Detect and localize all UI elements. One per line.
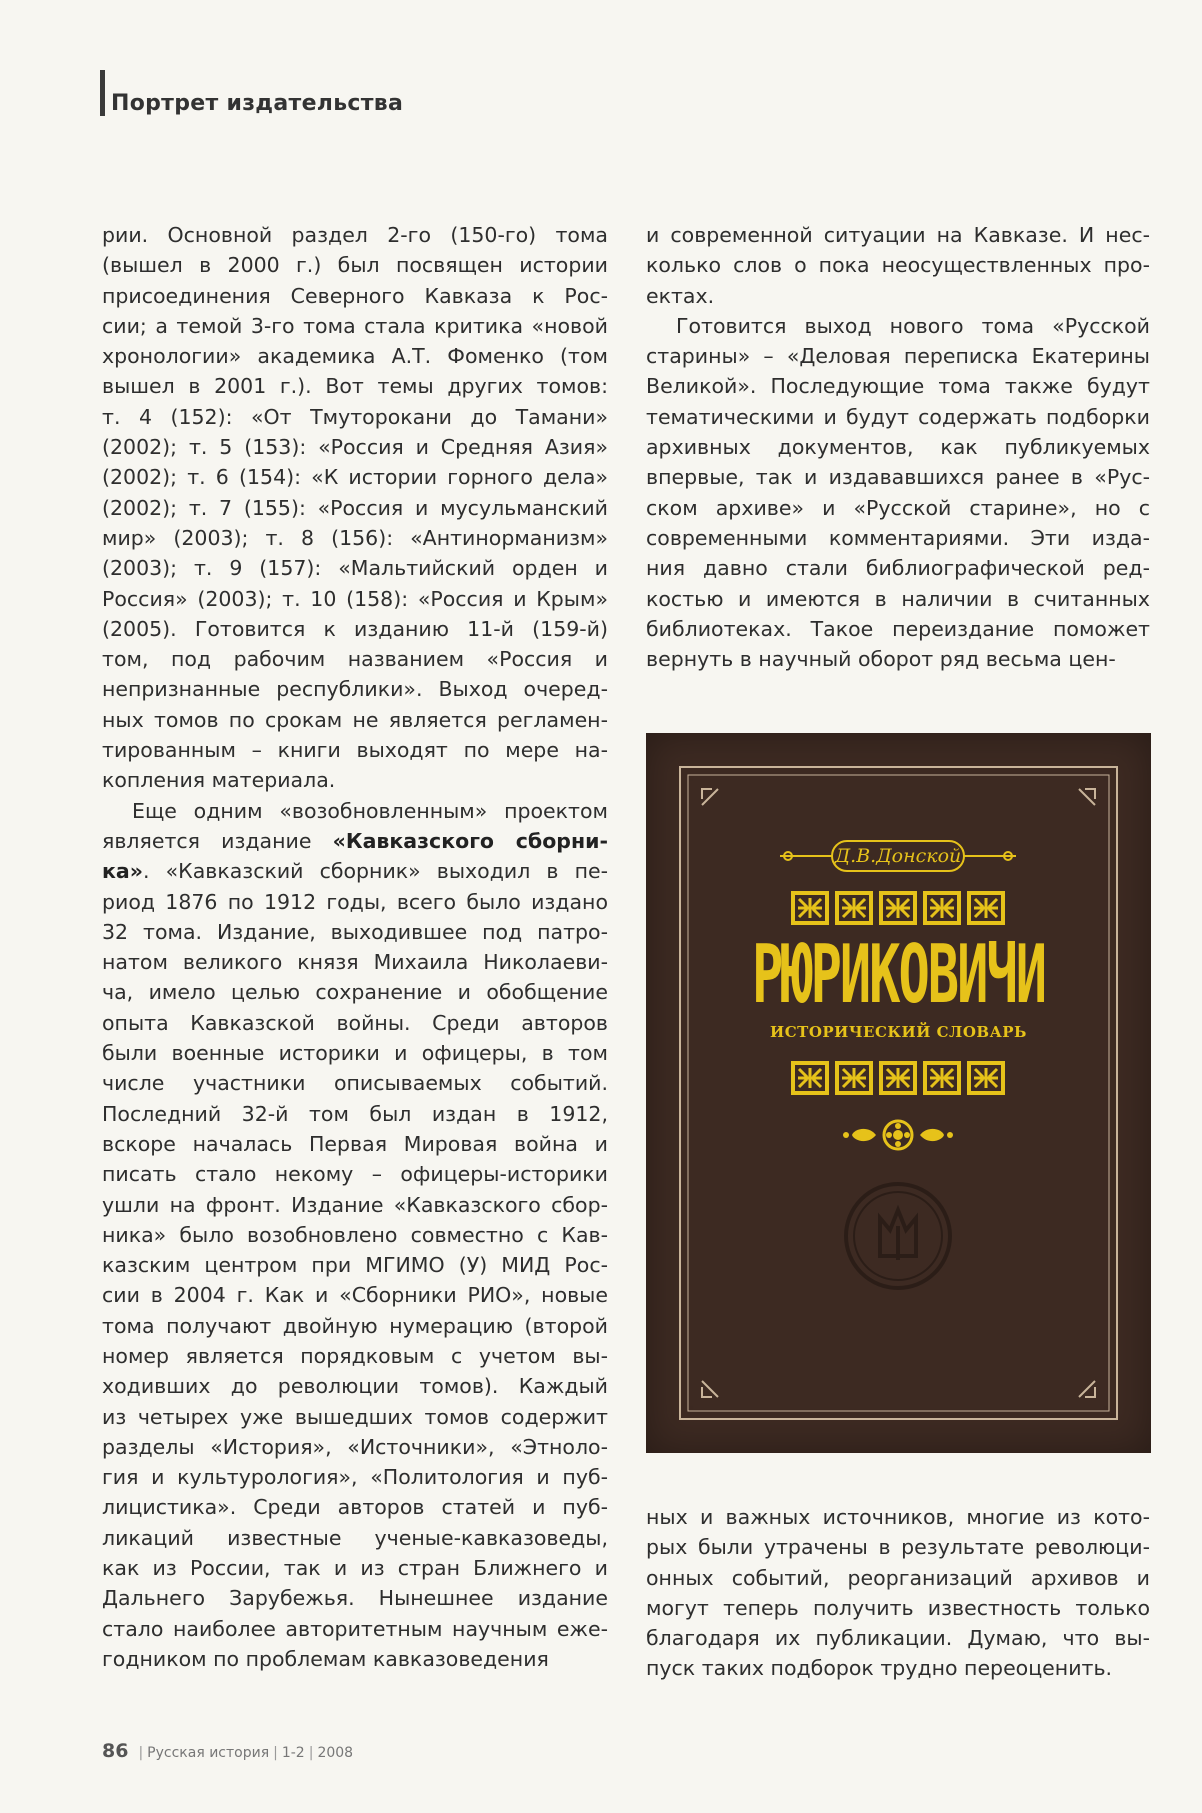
text-line: благодаря их публикации. Думаю, что вы- (646, 1626, 1150, 1651)
text-line: (вышел в 2000 г.) был посвящен истории (102, 253, 608, 278)
text-line: костью и имеются в наличии в считанных (646, 586, 1150, 611)
page-footer (102, 1740, 353, 1762)
text-line: вернуть в научный оборот ряд весьма цен- (646, 647, 1116, 672)
text-line: ника» было возобновлено совместно с Кав- (102, 1222, 608, 1247)
text-line: (2005). Готовится к изданию 11-й (159-й) (102, 616, 608, 641)
text-line: из четырех уже вышедших томов содержит (102, 1404, 608, 1429)
text-line: архивных документов, как публикуемых (646, 435, 1150, 460)
text-line: Россия» (2003); т. 10 (158): «Россия и Крым» (102, 586, 608, 611)
text-line: колько слов о пока неосуществленных про- (646, 253, 1150, 278)
text-line: (2003); т. 9 (157): «Мальтийский орден и (102, 556, 608, 581)
text-line: Великой». Последующие тома также будут (646, 374, 1150, 399)
text-line: как из России, так и из стран Ближнего и (102, 1556, 608, 1581)
ornament-tile (923, 1061, 961, 1095)
footer-separator: | (273, 1745, 278, 1761)
text-line: могут теперь получить известность только (646, 1595, 1150, 1620)
text-line: натом великого князя Михаила Николаеви- (102, 950, 608, 975)
book-author: Д.В.Донской (834, 845, 962, 867)
paragraph (646, 311, 1150, 675)
text-line: является издание «Кавказского сборни- (102, 828, 608, 853)
text-line: старины» – «Деловая переписка Екатерины (646, 344, 1150, 369)
text-line: том, под рабочим названием «Россия и (102, 647, 608, 672)
page-number: 86 (102, 1740, 129, 1762)
trident-emblem-icon (846, 1184, 950, 1288)
text-line: онных событий, реорганизаций архивов и (646, 1565, 1150, 1590)
text-line: стало наиболее авторитетным научным еже- (102, 1616, 608, 1641)
text-line: гия и культурология», «Политология и пуб- (102, 1465, 608, 1490)
ornament-row-top (791, 891, 1005, 925)
journal-name: Русская история (147, 1745, 270, 1761)
text-line: были военные историки и офицеры, в том (102, 1041, 608, 1066)
text-line: Готовится выход нового тома «Русской (676, 313, 1150, 338)
paragraph (102, 796, 608, 1675)
book-title: РЮРИКОВИЧИ (751, 929, 1046, 1022)
text-line: впервые, так и издававшихся ранее в «Рус- (646, 465, 1150, 490)
ornament-tile (791, 891, 829, 925)
text-line: казским центром при МГИМО (У) МИД Рос- (102, 1253, 608, 1278)
book-cover-image (646, 733, 1151, 1453)
text-line: тома получают двойную нумерацию (второй (102, 1313, 608, 1338)
text-line: (2002); т. 7 (155): «Россия и мусульманский (102, 495, 608, 520)
ornament-tile (791, 1061, 829, 1095)
text-line: 32 тома. Издание, выходившее под патро- (102, 919, 608, 944)
text-line: ходивших до революции томов). Каждый (102, 1374, 608, 1399)
section-title: Портрет издательства (111, 91, 404, 116)
section-header (100, 70, 403, 116)
text-line: рых были утрачены в результате революци- (646, 1535, 1150, 1560)
paragraph (646, 1502, 1150, 1684)
text-line: непризнанные республики». Выход очеред- (102, 677, 608, 702)
ornament-tile (879, 891, 917, 925)
ornament-tile (835, 1061, 873, 1095)
paragraph (646, 220, 1150, 311)
text-line: вскоре началась Первая Мировая война и (102, 1131, 608, 1156)
footer-separator: | (138, 1745, 144, 1761)
text-line: годником по проблемам кавказоведения (102, 1646, 549, 1671)
ornament-tile (879, 1061, 917, 1095)
text-line: и современной ситуации на Кавказе. И нес- (646, 223, 1150, 247)
text-line: ка». «Кавказский сборник» выходил в пе- (102, 859, 608, 884)
text-line: ектах. (646, 283, 715, 308)
rosette-icon (843, 1121, 953, 1149)
text-line: вышел в 2001 г.). Вот темы других томов: (102, 374, 608, 399)
ornament-tile (923, 891, 961, 925)
text-line: т. 4 (152): «От Тмуторокани до Тамани» (102, 404, 608, 429)
footer-separator: | (308, 1745, 314, 1761)
ornament-tile (835, 891, 873, 925)
journal-year: 2008 (317, 1745, 354, 1761)
paragraph (102, 220, 608, 796)
text-line: рии. Основной раздел 2-го (150-го) тома (102, 223, 608, 247)
text-line: копления материала. (102, 768, 336, 793)
text-line: ликаций известные ученые-кавказоведы, (102, 1525, 608, 1550)
text-line: ском архиве» и «Русской старине», но с (646, 495, 1150, 520)
text-line: сии в 2004 г. Как и «Сборники РИО», новые (102, 1283, 608, 1308)
text-line: присоединения Северного Кавказа к Рос- (102, 283, 608, 308)
text-line: ных томов по срокам не является регламен- (102, 707, 608, 732)
text-line: библиотеках. Такое переиздание поможет (646, 616, 1150, 641)
ornament-row-bottom (791, 1061, 1005, 1095)
right-column-top (646, 220, 1150, 674)
book-subtitle: ИСТОРИЧЕСКИЙ СЛОВАРЬ (770, 1023, 1027, 1041)
text-line: опыта Кавказской войны. Среди авторов (102, 1010, 608, 1035)
header-bar (100, 70, 105, 116)
text-line: Еще одним «возобновленным» проектом (132, 798, 608, 823)
journal-issue: 1-2 (281, 1745, 305, 1761)
right-column-bottom (646, 1502, 1150, 1684)
text-line: тированным – книги выходят по мере на- (102, 738, 608, 763)
left-column (102, 220, 608, 1674)
text-line: номер является порядковым с учетом вы- (102, 1343, 608, 1368)
text-line: писать стало некому – офицеры-историки (102, 1162, 608, 1187)
text-line: ния давно стали библиографической ред- (646, 556, 1150, 581)
ornament-tile (967, 1061, 1005, 1095)
text-line: Последний 32-й том был издан в 1912, (102, 1101, 608, 1126)
text-line: сии; а темой 3-го тома стала критика «новой (102, 313, 608, 338)
text-line: пуск таких подборок трудно переоценить. (646, 1656, 1113, 1681)
text-line: современными комментариями. Эти изда- (646, 525, 1150, 550)
text-line: тематическими и будут содержать подборки (646, 404, 1150, 429)
text-line: Дальнего Зарубежья. Нынешнее издание (102, 1586, 608, 1611)
text-line: мир» (2003); т. 8 (156): «Антинорманизм» (102, 525, 608, 550)
text-line: лицистика». Среди авторов статей и пуб- (102, 1495, 608, 1520)
text-line: ча, имело целью сохранение и обобщение (102, 980, 608, 1005)
text-line: хронологии» академика А.Т. Фоменко (том (102, 344, 608, 369)
text-line: разделы «История», «Источники», «Этноло- (102, 1434, 608, 1459)
text-line: ушли на фронт. Издание «Кавказского сбор- (102, 1192, 608, 1217)
text-line: (2002); т. 6 (154): «К истории горного дела» (102, 465, 608, 490)
text-line: числе участники описываемых событий. (102, 1071, 608, 1096)
text-line: (2002); т. 5 (153): «Россия и Средняя Азия» (102, 435, 608, 460)
text-line: риод 1876 по 1912 годы, всего было издано (102, 889, 608, 914)
ornament-tile (967, 891, 1005, 925)
text-line: ных и важных источников, многие из кото- (646, 1505, 1150, 1529)
